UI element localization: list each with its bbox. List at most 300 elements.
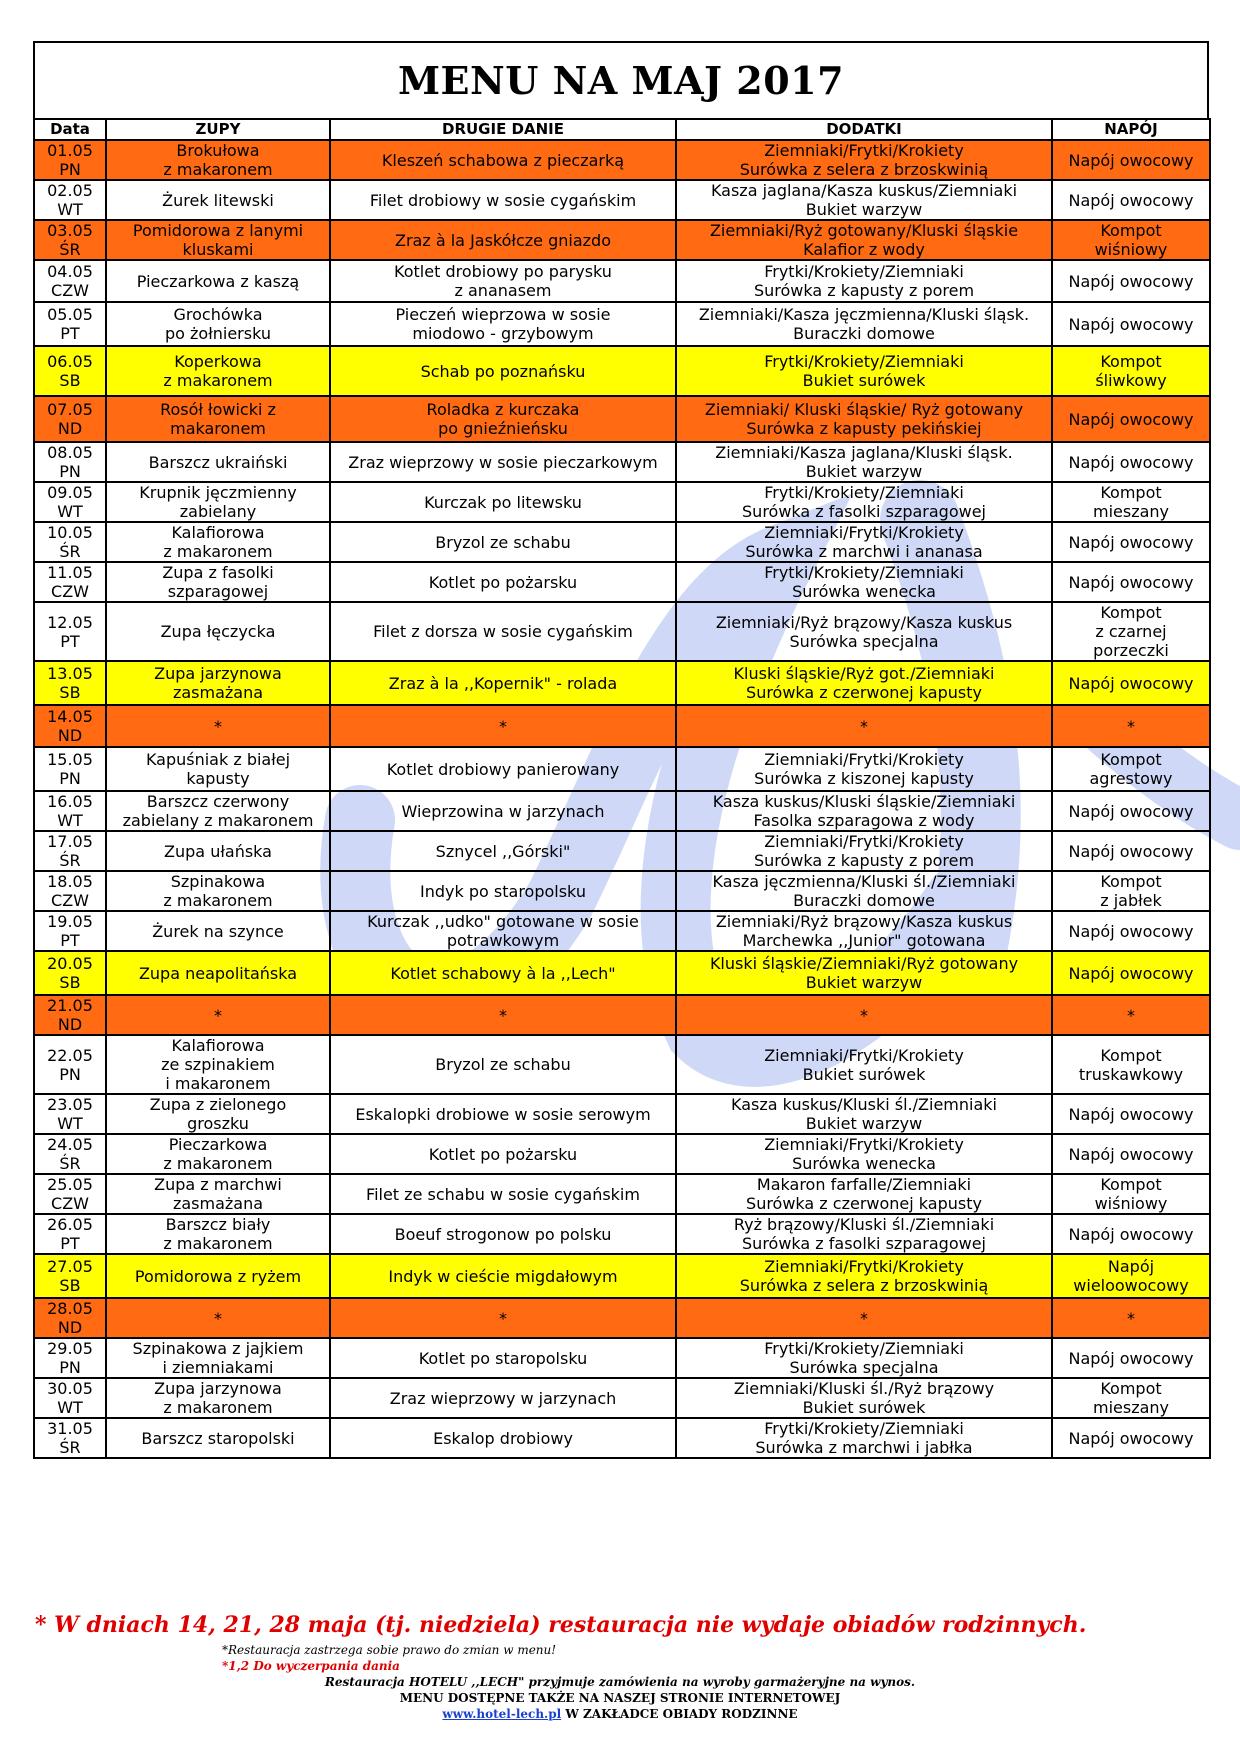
- date-label: 31.05: [47, 1419, 93, 1438]
- date-label: 30.05: [47, 1379, 93, 1398]
- main-dish-text: Filet z dorsza w sosie cygańskim: [373, 622, 633, 641]
- sides-cell: [676, 442, 1052, 482]
- page-title: MENU NA MAJ 2017: [397, 58, 845, 103]
- website-suffix: W ZAKŁADCE OBIADY RODZINNE: [561, 1707, 798, 1721]
- weekday-label: ŚR: [59, 1438, 81, 1457]
- date-cell: [34, 705, 106, 747]
- soup-cell: [106, 951, 330, 995]
- soup-text: Koperkowa z makaronem: [163, 352, 273, 390]
- sides-text: Makaron farfalle/Ziemniaki Surówka z czerwonej kapusty: [746, 1175, 982, 1213]
- sides-cell: [676, 705, 1052, 747]
- date-label: 17.05: [47, 832, 93, 851]
- sides-cell: [676, 602, 1052, 661]
- date-cell: [34, 1134, 106, 1174]
- main-dish-text: Zraz à la ,,Kopernik" - rolada: [388, 673, 618, 693]
- menu-rows: [34, 140, 1210, 1458]
- date-label: 09.05: [47, 483, 93, 502]
- soup-text: Barszcz biały z makaronem: [163, 1215, 273, 1253]
- date-label: 01.05: [47, 141, 93, 160]
- main-dish-cell: [330, 705, 676, 747]
- date-cell: [34, 260, 106, 302]
- main-dish-text: Kurczak po litewsku: [424, 492, 582, 512]
- sides-cell: [676, 396, 1052, 442]
- weekday-label: ŚR: [59, 851, 81, 870]
- sides-text: Ziemniaki/Frytki/Krokiety Surówka z marchwi i ananasa: [745, 523, 983, 561]
- drink-text: Napój wieloowocowy: [1073, 1257, 1189, 1295]
- soup-cell: [106, 220, 330, 260]
- drink-text: Napój owocowy: [1068, 271, 1194, 291]
- main-dish-cell: [330, 1338, 676, 1378]
- table-row: [34, 1035, 1210, 1094]
- main-dish-text: Filet ze schabu w sosie cygańskim: [366, 1184, 640, 1204]
- soup-cell: [106, 562, 330, 602]
- drink-text: Napój owocowy: [1068, 801, 1194, 821]
- sides-text: Kluski śląskie/Ryż got./Ziemniaki Surówka z czerwonej kapusty: [733, 664, 995, 702]
- table-row: [34, 911, 1210, 951]
- weekday-label: PT: [60, 1234, 80, 1253]
- weekday-label: WT: [57, 200, 83, 219]
- weekday-label: ND: [57, 419, 83, 438]
- drink-cell: [1052, 396, 1210, 442]
- main-dish-cell: [330, 1298, 676, 1338]
- soup-cell: [106, 140, 330, 180]
- website-line: [0, 1707, 1240, 1721]
- main-dish-text: Boeuf strogonow po polsku: [394, 1224, 612, 1244]
- drink-text: Kompot wiśniowy: [1094, 1175, 1168, 1213]
- soup-cell: [106, 661, 330, 705]
- table-row: [34, 1418, 1210, 1458]
- drink-cell: [1052, 140, 1210, 180]
- drink-cell: [1052, 522, 1210, 562]
- soup-text: Barszcz staropolski: [141, 1428, 295, 1448]
- drink-text: Kompot wiśniowy: [1094, 221, 1168, 259]
- date-label: 07.05: [47, 400, 93, 419]
- date-label: 19.05: [47, 912, 93, 931]
- drink-cell: [1052, 1094, 1210, 1134]
- main-dish-cell: [330, 1254, 676, 1298]
- date-label: 29.05: [47, 1339, 93, 1358]
- sides-text: Kasza jęczmienna/Kluski śl./Ziemniaki Buraczki domowe: [712, 872, 1016, 910]
- soup-text: *: [214, 1308, 222, 1328]
- weekday-label: PN: [59, 769, 81, 788]
- date-label: 26.05: [47, 1215, 93, 1234]
- soup-cell: [106, 1418, 330, 1458]
- drink-cell: [1052, 995, 1210, 1035]
- weekday-label: PT: [60, 324, 80, 343]
- table-row: [34, 1298, 1210, 1338]
- table-row: [34, 995, 1210, 1035]
- soup-text: Rosół łowicki z makaronem: [160, 400, 276, 438]
- main-dish-text: Kurczak ,,udko" gotowane w sosie potrawkowym: [367, 912, 639, 950]
- date-label: 21.05: [47, 996, 93, 1015]
- date-cell: [34, 442, 106, 482]
- sides-text: Ziemniaki/Ryż gotowany/Kluski śląskie Kalafior z wody: [709, 221, 1019, 259]
- soup-text: Grochówka po żołniersku: [164, 305, 272, 343]
- sides-cell: [676, 562, 1052, 602]
- date-label: 10.05: [47, 523, 93, 542]
- header-soups: ZUPY: [106, 119, 330, 140]
- sides-cell: [676, 180, 1052, 220]
- weekday-label: CZW: [51, 281, 89, 300]
- date-cell: [34, 791, 106, 831]
- drink-cell: [1052, 871, 1210, 911]
- drink-text: *: [1127, 1308, 1135, 1328]
- main-dish-text: Kotlet schabowy à la ,,Lech": [390, 963, 616, 983]
- main-dish-cell: [330, 522, 676, 562]
- soup-cell: [106, 302, 330, 346]
- takeaway-note: Restauracja HOTELU ,,LECH" przyjmuje zamówienia na wyroby garmażeryjne na wynos.: [324, 1675, 916, 1689]
- sides-text: Ziemniaki/Frytki/Krokiety Surówka z selera z brzoskwinią: [739, 1257, 989, 1295]
- date-cell: [34, 602, 106, 661]
- closed-days-note: * W dniach 14, 21, 28 maja (tj. niedziela) restauracja nie wydaje obiadów rodzinnych.: [35, 1612, 1087, 1638]
- weekday-label: PN: [59, 462, 81, 481]
- sides-text: Ziemniaki/ Kluski śląskie/ Ryż gotowany Surówka z kapusty pekińskiej: [704, 400, 1024, 438]
- drink-text: Kompot z jabłek: [1100, 872, 1162, 910]
- weekday-label: ND: [57, 726, 83, 745]
- table-row: [34, 482, 1210, 522]
- drink-cell: [1052, 1035, 1210, 1094]
- date-cell: [34, 1214, 106, 1254]
- drink-text: Napój owocowy: [1068, 452, 1194, 472]
- sides-text: Ziemniaki/Ryż brązowy/Kasza kuskus Marchewka ,,Junior" gotowana: [715, 912, 1013, 950]
- main-dish-cell: [330, 562, 676, 602]
- sides-text: Ziemniaki/Frytki/Krokiety Surówka z selera z brzoskwinią: [739, 141, 989, 179]
- soup-text: Pieczarkowa z kaszą: [136, 271, 300, 291]
- soup-cell: [106, 1214, 330, 1254]
- date-label: 14.05: [47, 707, 93, 726]
- main-dish-text: *: [499, 716, 507, 736]
- date-label: 04.05: [47, 262, 93, 281]
- sides-cell: [676, 260, 1052, 302]
- date-label: 27.05: [47, 1257, 93, 1276]
- soup-cell: [106, 831, 330, 871]
- sides-text: *: [860, 716, 868, 736]
- drink-cell: [1052, 220, 1210, 260]
- soup-cell: [106, 260, 330, 302]
- main-dish-cell: [330, 180, 676, 220]
- drink-cell: [1052, 1378, 1210, 1418]
- sides-cell: [676, 1378, 1052, 1418]
- soup-cell: [106, 747, 330, 791]
- main-dish-text: Schab po poznańsku: [420, 361, 586, 381]
- weekday-label: CZW: [51, 891, 89, 910]
- sides-text: Ziemniaki/Kasza jaglana/Kluski śląsk. Bukiet warzyw: [715, 443, 1013, 481]
- drink-text: Kompot truskawkowy: [1078, 1045, 1184, 1084]
- main-dish-cell: [330, 951, 676, 995]
- main-dish-text: Zraz à la Jaskółcze gniazdo: [395, 230, 611, 250]
- table-row: [34, 220, 1210, 260]
- drink-cell: [1052, 1338, 1210, 1378]
- drink-cell: [1052, 302, 1210, 346]
- drink-cell: [1052, 1418, 1210, 1458]
- main-dish-text: Bryzol ze schabu: [435, 532, 571, 552]
- main-dish-cell: [330, 1378, 676, 1418]
- soup-text: *: [214, 1005, 222, 1025]
- sides-cell: [676, 1298, 1052, 1338]
- sides-text: Kluski śląskie/Ziemniaki/Ryż gotowany Bukiet warzyw: [709, 954, 1019, 992]
- soup-text: Zupa z fasolki szparagowej: [162, 563, 274, 601]
- soup-text: Szpinakowa z jajkiem i ziemniakami: [132, 1339, 304, 1377]
- drink-cell: [1052, 705, 1210, 747]
- weekday-label: WT: [57, 502, 83, 521]
- sides-cell: [676, 747, 1052, 791]
- main-dish-cell: [330, 220, 676, 260]
- sides-cell: [676, 482, 1052, 522]
- drink-cell: [1052, 442, 1210, 482]
- weekday-label: CZW: [51, 582, 89, 601]
- website-link[interactable]: www.hotel-lech.pl: [442, 1707, 562, 1721]
- drink-cell: [1052, 1254, 1210, 1298]
- date-cell: [34, 1035, 106, 1094]
- sides-text: Frytki/Krokiety/Ziemniaki Surówka z fasolki szparagowej: [742, 483, 986, 521]
- sides-text: Kasza kuskus/Kluski śląskie/Ziemniaki Fasolka szparagowa z wody: [712, 792, 1016, 830]
- main-dish-cell: [330, 871, 676, 911]
- main-dish-cell: [330, 302, 676, 346]
- date-label: 06.05: [47, 352, 93, 371]
- sides-text: Frytki/Krokiety/Ziemniaki Bukiet surówek: [764, 352, 964, 390]
- table-row: [34, 302, 1210, 346]
- soup-text: Barszcz czerwony zabielany z makaronem: [122, 792, 314, 830]
- soup-text: Zupa z marchwi zasmażana: [154, 1175, 282, 1213]
- sides-cell: [676, 1094, 1052, 1134]
- soup-cell: [106, 1134, 330, 1174]
- weekday-label: WT: [57, 1398, 83, 1417]
- drink-cell: [1052, 180, 1210, 220]
- main-dish-cell: [330, 1214, 676, 1254]
- table-row: [34, 346, 1210, 396]
- date-label: 24.05: [47, 1135, 93, 1154]
- sides-cell: [676, 220, 1052, 260]
- drink-text: Napój owocowy: [1068, 1428, 1194, 1448]
- sides-cell: [676, 831, 1052, 871]
- drink-text: Napój owocowy: [1068, 1224, 1194, 1244]
- drink-text: Napój owocowy: [1068, 314, 1194, 334]
- weekday-label: ND: [57, 1318, 83, 1337]
- soup-text: Kalafiorowa ze szpinakiem i makaronem: [161, 1036, 275, 1093]
- weekday-label: PT: [60, 931, 80, 950]
- date-label: 25.05: [47, 1175, 93, 1194]
- main-dish-text: *: [499, 1308, 507, 1328]
- sides-text: Ziemniaki/Frytki/Krokiety Surówka wenecka: [764, 1135, 964, 1173]
- table-row: [34, 260, 1210, 302]
- weekday-label: PN: [59, 1064, 81, 1084]
- weekday-label: CZW: [51, 1194, 89, 1213]
- date-label: 16.05: [47, 792, 93, 811]
- date-cell: [34, 747, 106, 791]
- title-box: [33, 41, 1209, 118]
- main-dish-text: Sznycel ,,Górski": [435, 841, 571, 861]
- main-dish-cell: [330, 995, 676, 1035]
- drink-cell: [1052, 260, 1210, 302]
- soup-text: Zupa jarzynowa zasmażana: [154, 664, 282, 702]
- date-cell: [34, 346, 106, 396]
- drink-cell: [1052, 602, 1210, 661]
- main-dish-text: Indyk po staropolsku: [420, 881, 586, 901]
- soup-text: Pomidorowa z lanymi kluskami: [132, 221, 304, 259]
- soup-text: Kapuśniak z białej kapusty: [145, 750, 291, 788]
- sides-text: Frytki/Krokiety/Ziemniaki Surówka specjalna: [764, 1339, 964, 1377]
- soup-cell: [106, 1094, 330, 1134]
- table-row: [34, 1174, 1210, 1214]
- sides-text: Ziemniaki/Frytki/Krokiety Bukiet surówek: [764, 1045, 964, 1084]
- online-menu-note: MENU DOSTĘPNE TAKŻE NA NASZEJ STRONIE INTERNETOWEJ: [399, 1691, 841, 1705]
- drink-cell: [1052, 1134, 1210, 1174]
- drink-cell: [1052, 831, 1210, 871]
- drink-cell: [1052, 482, 1210, 522]
- soup-text: Kalafiorowa z makaronem: [163, 523, 273, 561]
- main-dish-text: Eskalop drobiowy: [433, 1428, 573, 1448]
- table-row: [34, 951, 1210, 995]
- soup-cell: [106, 1035, 330, 1094]
- date-label: 15.05: [47, 750, 93, 769]
- drink-text: Kompot mieszany: [1092, 483, 1170, 521]
- main-dish-cell: [330, 1094, 676, 1134]
- drink-text: *: [1127, 1005, 1135, 1025]
- weekday-label: WT: [57, 811, 83, 830]
- soup-text: Pieczarkowa z makaronem: [163, 1135, 273, 1173]
- table-row: [34, 1254, 1210, 1298]
- sides-cell: [676, 661, 1052, 705]
- drink-text: *: [1127, 716, 1135, 736]
- weekday-label: ND: [57, 1015, 83, 1034]
- date-label: 20.05: [47, 954, 93, 973]
- header-sides: DODATKI: [676, 119, 1052, 140]
- weekday-label: PT: [60, 631, 80, 651]
- soup-text: Zupa z zielonego groszku: [149, 1095, 287, 1133]
- sides-text: Kasza jaglana/Kasza kuskus/Ziemniaki Bukiet warzyw: [710, 181, 1018, 219]
- drink-cell: [1052, 562, 1210, 602]
- weekday-label: ŚR: [59, 1154, 81, 1173]
- date-cell: [34, 140, 106, 180]
- table-row: [34, 1214, 1210, 1254]
- weekday-label: WT: [57, 1114, 83, 1133]
- main-dish-text: Kotlet po pożarsku: [428, 572, 578, 592]
- drink-text: Napój owocowy: [1068, 963, 1194, 983]
- main-dish-cell: [330, 1035, 676, 1094]
- weekday-label: PN: [59, 1358, 81, 1377]
- main-dish-text: Bryzol ze schabu: [435, 1055, 571, 1074]
- drink-text: Napój owocowy: [1068, 150, 1194, 170]
- sides-text: Frytki/Krokiety/Ziemniaki Surówka z kapusty z porem: [753, 262, 975, 300]
- drink-cell: [1052, 1174, 1210, 1214]
- sides-cell: [676, 951, 1052, 995]
- date-cell: [34, 1298, 106, 1338]
- sides-cell: [676, 1035, 1052, 1094]
- soup-cell: [106, 1174, 330, 1214]
- date-label: 08.05: [47, 443, 93, 462]
- drink-cell: [1052, 747, 1210, 791]
- soup-text: Zupa ułańska: [164, 841, 272, 861]
- main-dish-text: Eskalopki drobiowe w sosie serowym: [355, 1104, 651, 1124]
- main-dish-text: Wieprzowina w jarzynach: [401, 801, 605, 821]
- weekday-label: SB: [59, 1276, 81, 1295]
- sides-cell: [676, 1338, 1052, 1378]
- main-dish-text: Pieczeń wieprzowa w sosie miodowo - grzybowym: [395, 305, 611, 343]
- table-row: [34, 1134, 1210, 1174]
- main-dish-cell: [330, 911, 676, 951]
- soup-text: Żurek litewski: [162, 190, 274, 210]
- table-row: [34, 396, 1210, 442]
- main-dish-cell: [330, 791, 676, 831]
- soup-text: Szpinakowa z makaronem: [163, 872, 273, 910]
- date-label: 05.05: [47, 305, 93, 324]
- drink-text: Napój owocowy: [1068, 1104, 1194, 1124]
- sides-text: Ziemniaki/Kasza jęczmienna/Kluski śląsk. Buraczki domowe: [698, 305, 1030, 343]
- main-dish-cell: [330, 396, 676, 442]
- sides-text: Frytki/Krokiety/Ziemniaki Surówka z marchwi i jabłka: [755, 1419, 973, 1457]
- drink-text: Kompot śliwkowy: [1095, 352, 1167, 390]
- main-dish-cell: [330, 346, 676, 396]
- header-date: Data: [34, 119, 106, 140]
- main-dish-cell: [330, 442, 676, 482]
- sides-text: *: [860, 1308, 868, 1328]
- drink-text: Napój owocowy: [1068, 190, 1194, 210]
- sides-text: Kasza kuskus/Kluski śl./Ziemniaki Bukiet warzyw: [731, 1095, 997, 1133]
- drink-text: Napój owocowy: [1068, 841, 1194, 861]
- drink-text: Kompot z czarnej porzeczki: [1093, 603, 1169, 660]
- main-dish-text: Zraz wieprzowy w sosie pieczarkowym: [348, 452, 658, 472]
- soup-text: Brokułowa z makaronem: [163, 141, 273, 179]
- soup-text: Zupa neapolitańska: [138, 963, 298, 983]
- date-cell: [34, 1254, 106, 1298]
- sides-cell: [676, 1418, 1052, 1458]
- header-main: DRUGIE DANIE: [330, 119, 676, 140]
- sides-text: Ziemniaki/Kluski śl./Ryż brązowy Bukiet surówek: [733, 1379, 995, 1417]
- date-label: 28.05: [47, 1299, 93, 1318]
- date-cell: [34, 482, 106, 522]
- sides-text: Ziemniaki/Frytki/Krokiety Surówka z kapusty z porem: [753, 832, 975, 870]
- drink-cell: [1052, 1298, 1210, 1338]
- drink-text: Napój owocowy: [1068, 409, 1194, 429]
- soup-cell: [106, 1298, 330, 1338]
- drink-cell: [1052, 791, 1210, 831]
- soup-cell: [106, 602, 330, 661]
- date-label: 03.05: [47, 221, 93, 240]
- sides-cell: [676, 140, 1052, 180]
- soup-text: Zupa jarzynowa z makaronem: [154, 1379, 282, 1417]
- date-cell: [34, 995, 106, 1035]
- table-row: [34, 442, 1210, 482]
- table-header: [34, 119, 1210, 140]
- menu-document: [33, 41, 1209, 1619]
- table-row: [34, 180, 1210, 220]
- soup-text: *: [214, 716, 222, 736]
- main-dish-cell: [330, 747, 676, 791]
- soup-cell: [106, 396, 330, 442]
- drink-text: Kompot agrestowy: [1089, 750, 1173, 788]
- main-dish-text: Kotlet po pożarsku: [428, 1144, 578, 1164]
- date-label: 23.05: [47, 1095, 93, 1114]
- sides-cell: [676, 911, 1052, 951]
- main-dish-text: *: [499, 1005, 507, 1025]
- soup-cell: [106, 1378, 330, 1418]
- main-dish-text: Kotlet drobiowy panierowany: [386, 759, 620, 779]
- soup-cell: [106, 1254, 330, 1298]
- drink-text: Napój owocowy: [1068, 921, 1194, 941]
- main-dish-text: Kotlet drobiowy po parysku z ananasem: [394, 262, 612, 300]
- soup-cell: [106, 180, 330, 220]
- sides-text: Ryż brązowy/Kluski śl./Ziemniaki Surówka z fasolki szparagowej: [733, 1215, 995, 1253]
- sides-cell: [676, 871, 1052, 911]
- main-dish-text: Indyk w cieście migdałowym: [388, 1266, 618, 1286]
- table-row: [34, 705, 1210, 747]
- sides-cell: [676, 522, 1052, 562]
- main-dish-text: Roladka z kurczaka po gnieźnieńsku: [426, 400, 580, 438]
- main-dish-cell: [330, 140, 676, 180]
- table-row: [34, 747, 1210, 791]
- soup-cell: [106, 871, 330, 911]
- main-dish-cell: [330, 1134, 676, 1174]
